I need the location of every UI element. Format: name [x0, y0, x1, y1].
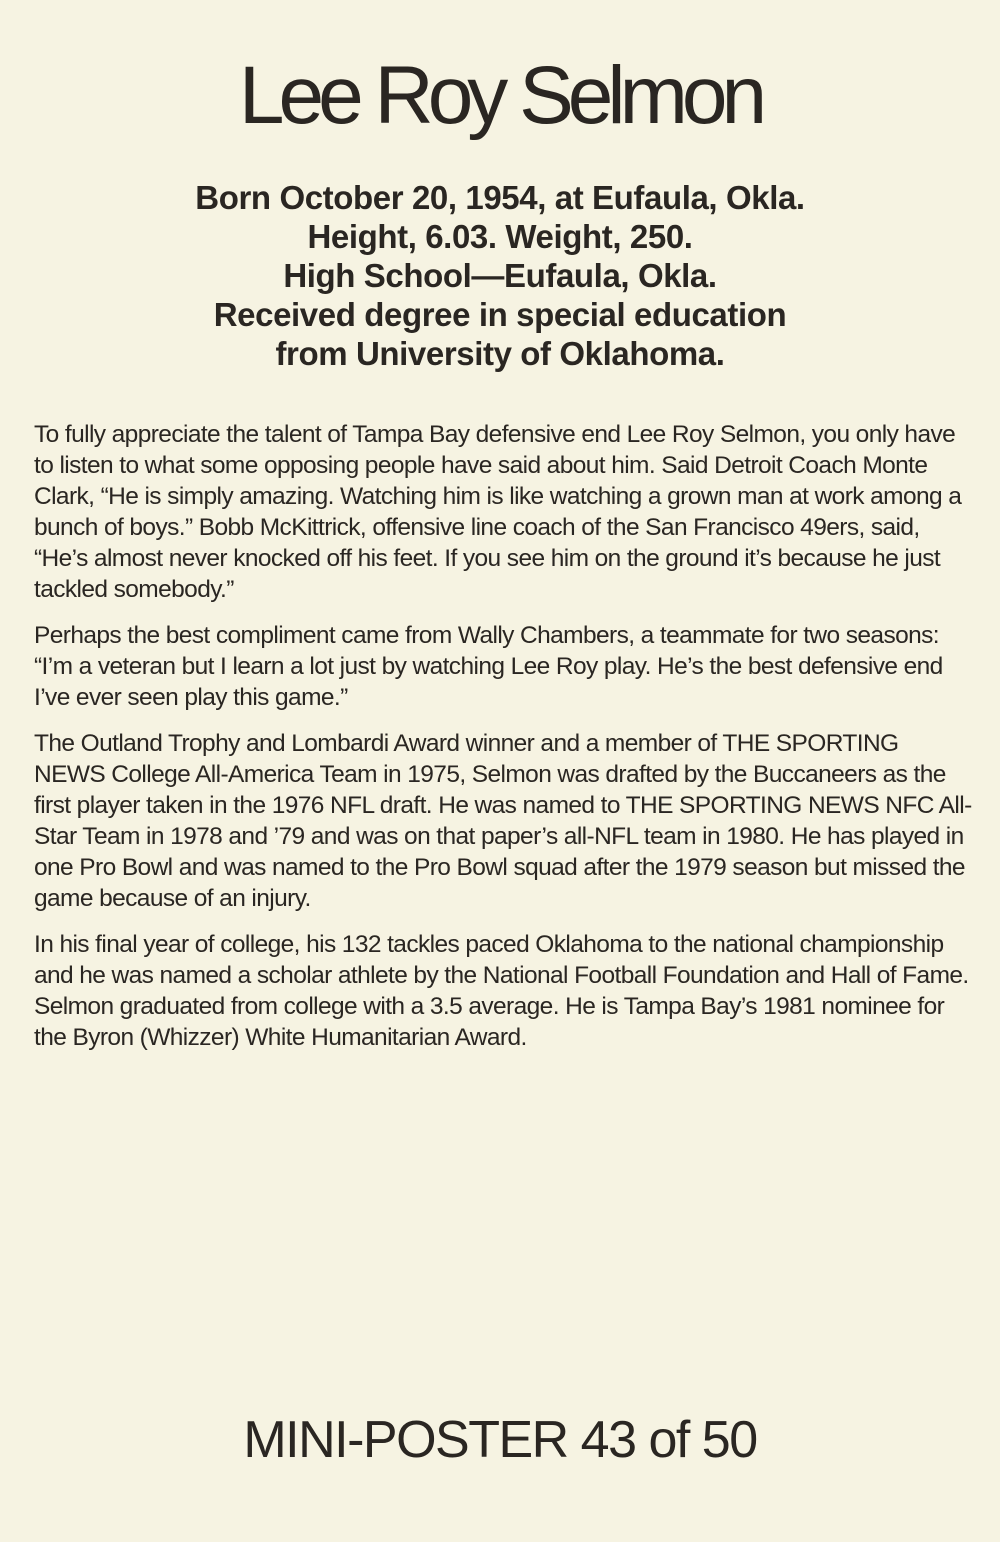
biography [34, 419, 974, 1068]
biography-paragraph: Perhaps the best compliment came from Wally Chambers, a teammate for two seasons: “I’m a veteran but I learn a lot just by watching Lee Roy play. He’s the best defensive end I’ve ever seen play this game.” [34, 622, 943, 711]
player-name-title: Lee Roy Selmon [238, 50, 762, 141]
biography-paragraph: To fully appreciate the talent of Tampa Bay defensive end Lee Roy Selmon, you only have to listen to what some opposing people have said about him. Said Detroit Coach Monte Clark, “He is simply amazing. Watching him is like watching a grown man at work among a bunch of boys.” Bobb McKittrick, offensive line coach of the San Francisco 49ers, said, “He’s almost never knocked off his feet. If you see him on the ground it’s because he just tackled somebody.” [34, 421, 962, 603]
vitals-degree-line: Received degree in special education [213, 296, 787, 333]
biography-paragraph: In his final year of college, his 132 tackles paced Oklahoma to the national championship and he was named a scholar athlete by the National Football Foundation and Hall of Fame. Selmon graduated from college with a 3.5 average. He is Tampa Bay’s 1981 nominee for the Byron (Whizzer) White Humanitarian Award. [34, 931, 969, 1051]
vitals-size-line: Height, 6.03. Weight, 250. [307, 218, 693, 255]
mini-poster-number: MINI-POSTER 43 of 50 [243, 1411, 757, 1469]
biography-paragraph: The Outland Trophy and Lombardi Award winner and a member of THE SPORTING NEWS College All-America Team in 1975, Selmon was drafted by the Buccaneers as the first player taken in the 1976 NFL draft. He was named to THE SPORTING NEWS NFC All-Star Team in 1978 and ’79 and was on that paper’s all-NFL team in 1980. He has played in one Pro Bowl and was named to the Pro Bowl squad after the 1979 season but missed the game because of an injury. [34, 730, 972, 912]
vitals-high-school-line: High School—Eufaula, Okla. [283, 257, 717, 294]
vitals-birth-line: Born October 20, 1954, at Eufaula, Okla. [195, 179, 805, 216]
player-vitals [100, 178, 900, 373]
vitals-university-line: from University of Oklahoma. [275, 335, 725, 372]
